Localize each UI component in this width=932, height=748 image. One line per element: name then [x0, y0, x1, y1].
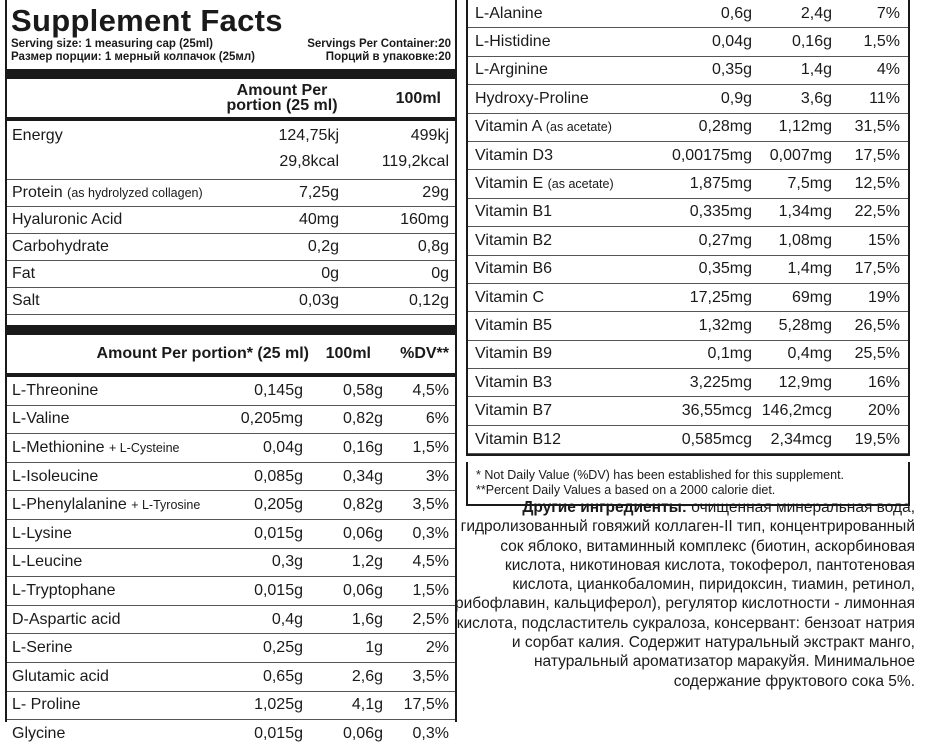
vitamin-row	[468, 0, 908, 28]
row-name-text: Vitamin B12	[475, 430, 561, 448]
row-name	[475, 147, 632, 165]
divider-thick	[7, 69, 455, 79]
value-100ml: 1,6g	[351, 610, 383, 628]
value-dv: 4%	[876, 61, 900, 79]
value-portion: 40mg	[298, 211, 339, 228]
row-name-text: D-Aspartic acid	[12, 610, 121, 628]
energy-row	[7, 121, 455, 180]
energy-kcal-100: 119,2kcal	[381, 153, 449, 170]
vitamin-row	[468, 57, 908, 85]
vitamin-row	[468, 397, 908, 425]
row-name	[12, 553, 218, 571]
row-name-text: Vitamin D3	[475, 146, 553, 164]
row-name-text: Protein	[12, 184, 63, 201]
serving-row-ru	[7, 51, 455, 64]
servings-per-container-ru: Порций в упаковке:20	[325, 51, 451, 63]
row-name-text: L-Serine	[12, 639, 73, 657]
vitamin-row	[468, 256, 908, 284]
row-name-text: L-Alanine	[475, 4, 543, 22]
row-name	[475, 431, 632, 449]
amino-row	[7, 606, 455, 635]
row-name	[12, 238, 239, 256]
row-name-text: Fat	[12, 265, 36, 282]
value-100ml: 1,12mg	[778, 118, 832, 136]
value-100ml: 29g	[422, 184, 449, 201]
value-100ml: 12,9mg	[778, 373, 832, 391]
value-portion: 0,65g	[262, 667, 303, 685]
right-panel	[466, 0, 910, 506]
value-dv: 0,3%	[412, 724, 449, 742]
row-name-text: Vitamin B7	[475, 402, 553, 420]
value-dv: 20%	[867, 402, 900, 420]
amino-row	[7, 692, 455, 721]
header-100ml: 100ml	[325, 345, 371, 362]
value-dv: 11%	[869, 89, 900, 107]
amino-row	[7, 549, 455, 578]
row-name	[475, 345, 632, 363]
row-name-text: L-Isoleucine	[12, 467, 99, 485]
value-100ml: 0,4mg	[787, 345, 832, 363]
row-name-text: Hyaluronic Acid	[12, 211, 123, 228]
row-name-text: L-Valine	[12, 410, 70, 428]
amino-row	[7, 577, 455, 606]
value-dv: 19%	[867, 288, 900, 306]
nutrition-row	[7, 261, 455, 288]
row-name	[475, 260, 632, 278]
value-portion: 0,145g	[254, 381, 303, 399]
value-portion: 0,03g	[298, 292, 339, 309]
servings-per-container-en: Servings Per Container:20	[307, 38, 451, 50]
row-name	[12, 496, 218, 514]
value-100ml: 0,82g	[342, 410, 383, 428]
row-name-note: + L-Cysteine	[108, 440, 180, 455]
value-dv: 1,5%	[863, 33, 900, 51]
dv-footnote: * Not Daily Value (%DV) has been established for this supplement.	[476, 468, 845, 483]
row-name	[475, 61, 632, 79]
value-100ml: 160mg	[400, 211, 449, 228]
row-name	[12, 184, 239, 202]
value-100ml: 69mg	[791, 288, 832, 306]
value-100ml: 1,34mg	[778, 203, 832, 221]
other-ingredients	[455, 498, 915, 691]
panel-title: Supplement Facts	[11, 3, 283, 38]
value-portion: 0,3g	[271, 553, 303, 571]
value-100ml: 2,6g	[351, 667, 383, 685]
row-name	[475, 317, 632, 335]
header-100ml: 100ml	[395, 89, 441, 107]
row-name	[475, 402, 632, 420]
value-portion: 0,335mg	[689, 203, 752, 221]
value-portion: 0,085g	[254, 467, 303, 485]
value-dv: 4,5%	[412, 553, 449, 571]
row-name-text: L- Proline	[12, 696, 81, 714]
amino-row	[7, 377, 455, 406]
row-name	[475, 289, 632, 307]
row-name-text: L-Threonine	[12, 381, 99, 399]
vitamin-row	[468, 369, 908, 397]
row-name-text: L-Arginine	[475, 61, 548, 79]
value-dv: 16%	[867, 373, 900, 391]
row-name	[12, 410, 218, 428]
value-portion: 0,585mcg	[681, 430, 752, 448]
row-name	[475, 203, 632, 221]
row-name-text: L-Tryptophane	[12, 581, 116, 599]
value-100ml: 1,08mg	[778, 231, 832, 249]
value-dv: 3,5%	[412, 667, 449, 685]
value-dv: 15%	[867, 231, 900, 249]
value-portion: 0,015g	[254, 724, 303, 742]
value-dv: 17,5%	[854, 260, 900, 278]
value-100ml: 146,2mcg	[761, 402, 832, 420]
value-dv: 0,3%	[412, 524, 449, 542]
row-name-text: Vitamin B1	[475, 203, 553, 221]
value-dv: 17,5%	[403, 696, 449, 714]
nutrition-row	[7, 180, 455, 207]
value-portion: 0,25g	[262, 639, 303, 657]
value-portion: 0,35g	[711, 61, 752, 79]
value-100ml: 0,06g	[342, 524, 383, 542]
row-name-text: Hydroxy-Proline	[475, 89, 589, 107]
vitamin-row	[468, 170, 908, 198]
vitamin-row	[468, 426, 908, 454]
value-portion: 0,4g	[271, 610, 303, 628]
value-portion: 0,00175mg	[671, 146, 752, 164]
energy-100ml	[339, 123, 455, 175]
row-name	[12, 211, 239, 229]
serving-row-en	[7, 38, 455, 51]
vitamin-row	[468, 199, 908, 227]
value-dv: 6%	[425, 410, 449, 428]
vitamin-row	[468, 227, 908, 255]
other-ingredients-text: очищенная минеральная вода, гидролизованный говяжий коллаген-II тип, концентрированный сок яблоко, витаминный комплекс (биотин, аскорбиновая кислота, никотиновая кислота, токоферол, пантотеновая кислота, цианкобаломин, пиридоксин, тиамин, ретинол, рибофлавин, кальциферол), регулятор кислотности - лимонная кислота, подсластитель сукралоза, консервант: бензоат натрия и сорбат калия. Содержит натуральный экстракт манго, натуральный ароматизатор маракуйя. Минимальное содержание фруктового сока 5%.	[455, 499, 915, 690]
row-name	[12, 582, 218, 600]
row-name-text: L-Leucine	[12, 553, 83, 571]
value-portion: 7,25g	[298, 184, 339, 201]
value-100ml: 0,34g	[342, 467, 383, 485]
row-name-text: Vitamin B9	[475, 345, 553, 363]
value-portion: 0,205g	[254, 496, 303, 514]
value-100ml: 0,16g	[342, 438, 383, 456]
value-dv: 31,5%	[854, 118, 900, 136]
value-100ml: 2,4g	[800, 4, 832, 22]
amino-row	[7, 520, 455, 549]
row-name-text: L-Phenylalanine	[12, 496, 127, 514]
value-dv: 22,5%	[854, 203, 900, 221]
vitamin-row	[468, 284, 908, 312]
vitamin-row	[468, 341, 908, 369]
row-name	[12, 382, 218, 400]
value-portion: 0,35mg	[698, 260, 752, 278]
value-100ml: 1,2g	[351, 553, 383, 571]
amino-row	[7, 663, 455, 692]
nutrition-row	[7, 207, 455, 234]
row-name	[475, 33, 632, 51]
row-name-text: Vitamin B3	[475, 373, 553, 391]
value-dv: 19,5%	[854, 430, 900, 448]
value-dv: 25,5%	[854, 345, 900, 363]
nutrition-row	[7, 234, 455, 261]
value-dv: 3,5%	[412, 496, 449, 514]
energy-kj-100: 499kj	[410, 127, 449, 144]
row-name	[12, 439, 218, 457]
value-portion: 1,875mg	[689, 175, 752, 193]
percent-footnote: **Percent Daily Values a based on a 2000 calorie diet.	[476, 483, 776, 498]
value-portion: 0,04g	[262, 438, 303, 456]
row-name-note: (as acetate)	[545, 120, 612, 135]
divider-thick	[7, 325, 455, 335]
value-portion: 0,04g	[711, 33, 752, 51]
value-100ml: 0,06g	[342, 724, 383, 742]
value-portion: 0,015g	[254, 581, 303, 599]
serving-size-ru: Размер порции: 1 мерный колпачок (25мл)	[11, 51, 256, 63]
value-dv: 2%	[425, 639, 449, 657]
header-amount-per-portion: Amount Per portion (25 ml)	[226, 82, 338, 114]
row-name-text: Glycine	[12, 724, 66, 742]
row-name-text: Vitamin B5	[475, 316, 553, 334]
row-name	[12, 525, 218, 543]
row-name-text: Vitamin C	[475, 288, 545, 306]
row-name	[475, 90, 632, 108]
value-100ml: 0g	[431, 265, 449, 282]
value-dv: 1,5%	[412, 438, 449, 456]
supplement-facts-panel	[5, 0, 457, 742]
amino-row	[7, 463, 455, 492]
nutrition-header	[7, 79, 455, 121]
row-name-note: (as hydrolyzed collagen)	[67, 186, 203, 200]
value-100ml: 0,12g	[408, 292, 449, 309]
amino-row	[7, 491, 455, 520]
value-dv: 7%	[876, 4, 900, 22]
nutrition-rows	[7, 180, 455, 315]
amino-row	[7, 634, 455, 663]
row-name	[12, 696, 218, 714]
nutrition-row	[7, 288, 455, 315]
value-100ml: 0,58g	[342, 381, 383, 399]
value-100ml: 0,16g	[791, 33, 832, 51]
value-dv: 12,5%	[854, 175, 900, 193]
row-name-text: L-Lysine	[12, 524, 72, 542]
value-dv: 26,5%	[854, 316, 900, 334]
row-name	[475, 175, 632, 193]
value-100ml: 5,28mg	[778, 316, 832, 334]
amino-row	[7, 434, 455, 463]
vitamin-row	[468, 28, 908, 56]
value-dv: 2,5%	[412, 610, 449, 628]
amino-header	[7, 335, 455, 377]
row-name-text: L-Methionine	[12, 438, 105, 456]
row-name-text: L-Histidine	[475, 33, 551, 51]
value-portion: 3,225mg	[689, 373, 752, 391]
value-100ml: 0,007mg	[769, 146, 832, 164]
value-100ml: 1,4g	[800, 61, 832, 79]
energy-kcal-portion: 29,8kcal	[279, 153, 339, 170]
row-name-text: Salt	[12, 292, 40, 309]
value-100ml: 1g	[365, 639, 383, 657]
row-name	[12, 668, 218, 686]
energy-label: Energy	[12, 127, 63, 144]
value-100ml: 0,82g	[342, 496, 383, 514]
value-portion: 0,9g	[720, 89, 752, 107]
header-dv: %DV**	[400, 345, 449, 362]
value-portion: 0,6g	[720, 4, 752, 22]
row-name	[475, 232, 632, 250]
value-dv: 1,5%	[412, 581, 449, 599]
row-name-text: Vitamin E	[475, 175, 544, 193]
vitamin-row	[468, 142, 908, 170]
row-name	[12, 265, 239, 283]
value-100ml: 2,34mcg	[770, 430, 832, 448]
value-100ml: 4,1g	[351, 696, 383, 714]
value-portion: 0,2g	[307, 238, 339, 255]
row-name	[12, 468, 218, 486]
value-portion: 0g	[321, 265, 339, 282]
value-dv: 17,5%	[854, 146, 900, 164]
vitamin-row	[468, 312, 908, 340]
vitamin-table	[466, 0, 910, 456]
row-name-text: Glutamic acid	[12, 667, 109, 685]
row-name-note: + L-Tyrosine	[131, 498, 201, 513]
header-amount-per-portion-star: Amount Per portion* (25 ml)	[96, 345, 309, 362]
other-ingredients-label: Другие ингредиенты:	[522, 499, 687, 516]
value-dv: 3%	[425, 467, 449, 485]
row-name	[12, 725, 218, 743]
row-name	[12, 292, 239, 310]
row-name-text: Vitamin B2	[475, 231, 553, 249]
value-portion: 0,1mg	[707, 345, 752, 363]
value-portion: 1,32mg	[698, 316, 752, 334]
row-name	[475, 5, 632, 23]
value-portion: 1,025g	[254, 696, 303, 714]
energy-portion	[239, 123, 339, 175]
row-name-note: (as acetate)	[547, 177, 614, 192]
row-name-text: Vitamin B6	[475, 260, 553, 278]
amino-rows	[7, 377, 455, 748]
energy-kj-portion: 124,75kj	[278, 127, 339, 144]
row-name	[475, 118, 632, 136]
value-100ml: 0,06g	[342, 581, 383, 599]
value-portion: 0,015g	[254, 524, 303, 542]
value-100ml: 3,6g	[800, 89, 832, 107]
row-name	[475, 374, 632, 392]
serving-size-en: Serving size: 1 measuring cap (25ml)	[11, 38, 213, 50]
value-portion: 17,25mg	[689, 288, 752, 306]
vitamin-row	[468, 85, 908, 113]
value-100ml: 1,4mg	[787, 260, 832, 278]
amino-row	[7, 720, 455, 748]
value-portion: 0,27mg	[698, 231, 752, 249]
value-portion: 0,28mg	[698, 118, 752, 136]
row-name	[12, 611, 218, 629]
value-portion: 0,205mg	[240, 410, 303, 428]
row-name	[12, 639, 218, 657]
value-portion: 36,55mcg	[681, 402, 752, 420]
row-name-text: Carbohydrate	[12, 238, 109, 255]
value-dv: 4,5%	[412, 381, 449, 399]
value-100ml: 0,8g	[417, 238, 449, 255]
vitamin-row	[468, 114, 908, 142]
row-name-text: Vitamin A	[475, 118, 542, 136]
value-100ml: 7,5mg	[787, 175, 832, 193]
amino-row	[7, 406, 455, 435]
